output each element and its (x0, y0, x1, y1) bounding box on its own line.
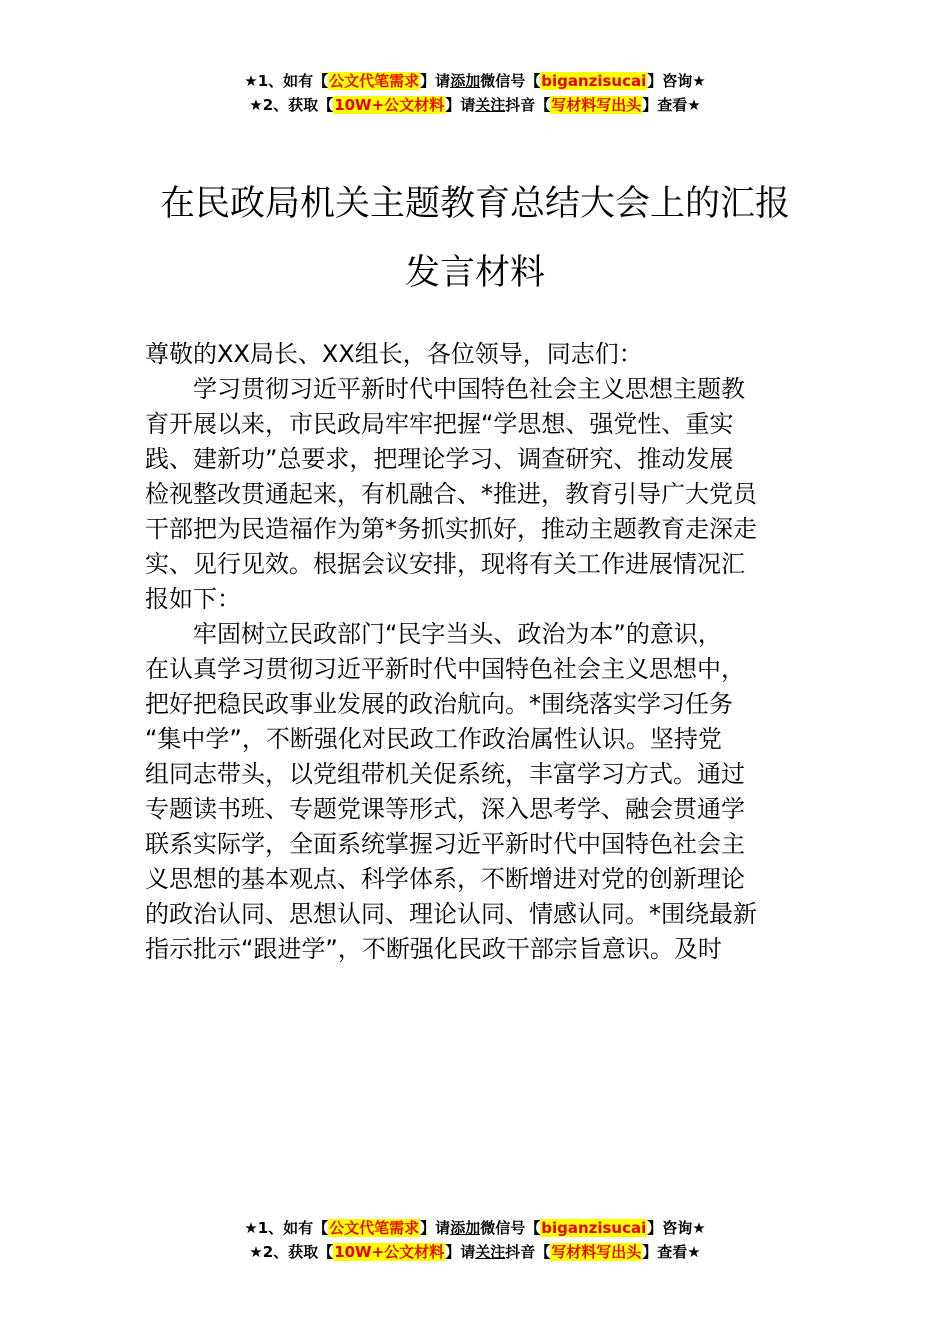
body-line: 的政治认同、思想认同、理论认同、情感认同。*围绕最新 (145, 900, 757, 928)
body-line: 检视整改贯通起来，有机融合、*推进，教育引导广大党员 (145, 480, 757, 508)
banner-douyin-id: 写材料写出头 (551, 1243, 642, 1261)
banner-line-1 (0, 1216, 950, 1240)
banner-text: ★1、如有【 (244, 72, 329, 90)
body-line: 学习贯彻习近平新时代中国特色社会主义思想主题教 (193, 375, 745, 403)
body-line: 联系实际学，全面系统掌握习近平新时代中国特色社会主 (145, 830, 745, 858)
banner-underlined-text: 添加 (450, 1219, 481, 1237)
body-line: 义思想的基本观点、科学体系，不断增进对党的创新理论 (145, 865, 745, 893)
paragraph-1 (145, 372, 810, 617)
title-line: 发言材料 (404, 253, 545, 293)
banner-text: 】咨询★ (647, 1219, 706, 1237)
title-line: 在民政局机关主题教育总结大会上的汇报 (159, 184, 790, 224)
body-line: 实、见行见效。根据会议安排，现将有关工作进展情况汇 (145, 550, 745, 578)
body-line: 育开展以来，市民政局牢牢把握“学思想、强党性、重实 (145, 410, 734, 438)
banner-highlight: 10W+公文材料 (334, 96, 445, 114)
banner-text: 】咨询★ (647, 72, 706, 90)
body-line: 干部把为民造福作为第*务抓实抓好，推动主题教育走深走 (145, 515, 757, 543)
banner-highlight: 10W+公文材料 (334, 1243, 445, 1261)
banner-douyin-id: 写材料写出头 (551, 96, 642, 114)
body-line: 践、建新功”总要求，把理论学习、调查研究、推动发展 (145, 445, 734, 473)
banner-underlined-text: 添加 (450, 72, 481, 90)
banner-text: 】查看★ (642, 1243, 701, 1261)
banner-line-2 (0, 93, 950, 117)
banner-text: 抖音【 (505, 96, 551, 114)
salutation: 尊敬的XX局长、XX组长，各位领导，同志们： (145, 340, 643, 368)
banner-wechat-id: biganzisucai (541, 1219, 647, 1237)
banner-highlight: 公文代笔需求 (329, 72, 420, 90)
banner-text: 】请 (445, 1243, 476, 1261)
banner-underlined-text: 关注 (475, 96, 506, 114)
banner-text: 】请 (420, 72, 451, 90)
banner-wechat-id: biganzisucai (541, 72, 647, 90)
document-title (0, 170, 950, 308)
body-line: 在认真学习贯彻习近平新时代中国特色社会主义思想中， (145, 655, 745, 683)
body-line: “集中学”，不断强化对民政工作政治属性认识。坚持党 (145, 725, 722, 753)
body-line: 报如下： (145, 585, 241, 613)
banner-text: 】请 (445, 96, 476, 114)
footer-banner (0, 1216, 950, 1264)
body-line: 牢固树立民政部门“民字当头、政治为本”的意识， (193, 620, 722, 648)
banner-text: 】请 (420, 1219, 451, 1237)
banner-text: 抖音【 (505, 1243, 551, 1261)
body-line: 把好把稳民政事业发展的政治航向。*围绕落实学习任务 (145, 690, 733, 718)
body-line: 专题读书班、专题党课等形式，深入思考学、融会贯通学 (145, 795, 745, 823)
body-line: 组同志带头，以党组带机关促系统，丰富学习方式。通过 (145, 760, 745, 788)
document-body (145, 337, 810, 967)
banner-text: 微信号【 (480, 1219, 541, 1237)
banner-highlight: 公文代笔需求 (329, 1219, 420, 1237)
header-banner (0, 69, 950, 117)
banner-text: ★2、获取【 (249, 96, 334, 114)
banner-text: ★2、获取【 (249, 1243, 334, 1261)
banner-line-2 (0, 1240, 950, 1264)
paragraph-2 (145, 617, 810, 967)
banner-underlined-text: 关注 (475, 1243, 506, 1261)
body-line: 指示批示“跟进学”，不断强化民政干部宗旨意识。及时 (145, 935, 722, 963)
banner-line-1 (0, 69, 950, 93)
banner-text: ★1、如有【 (244, 1219, 329, 1237)
banner-text: 】查看★ (642, 96, 701, 114)
banner-text: 微信号【 (480, 72, 541, 90)
